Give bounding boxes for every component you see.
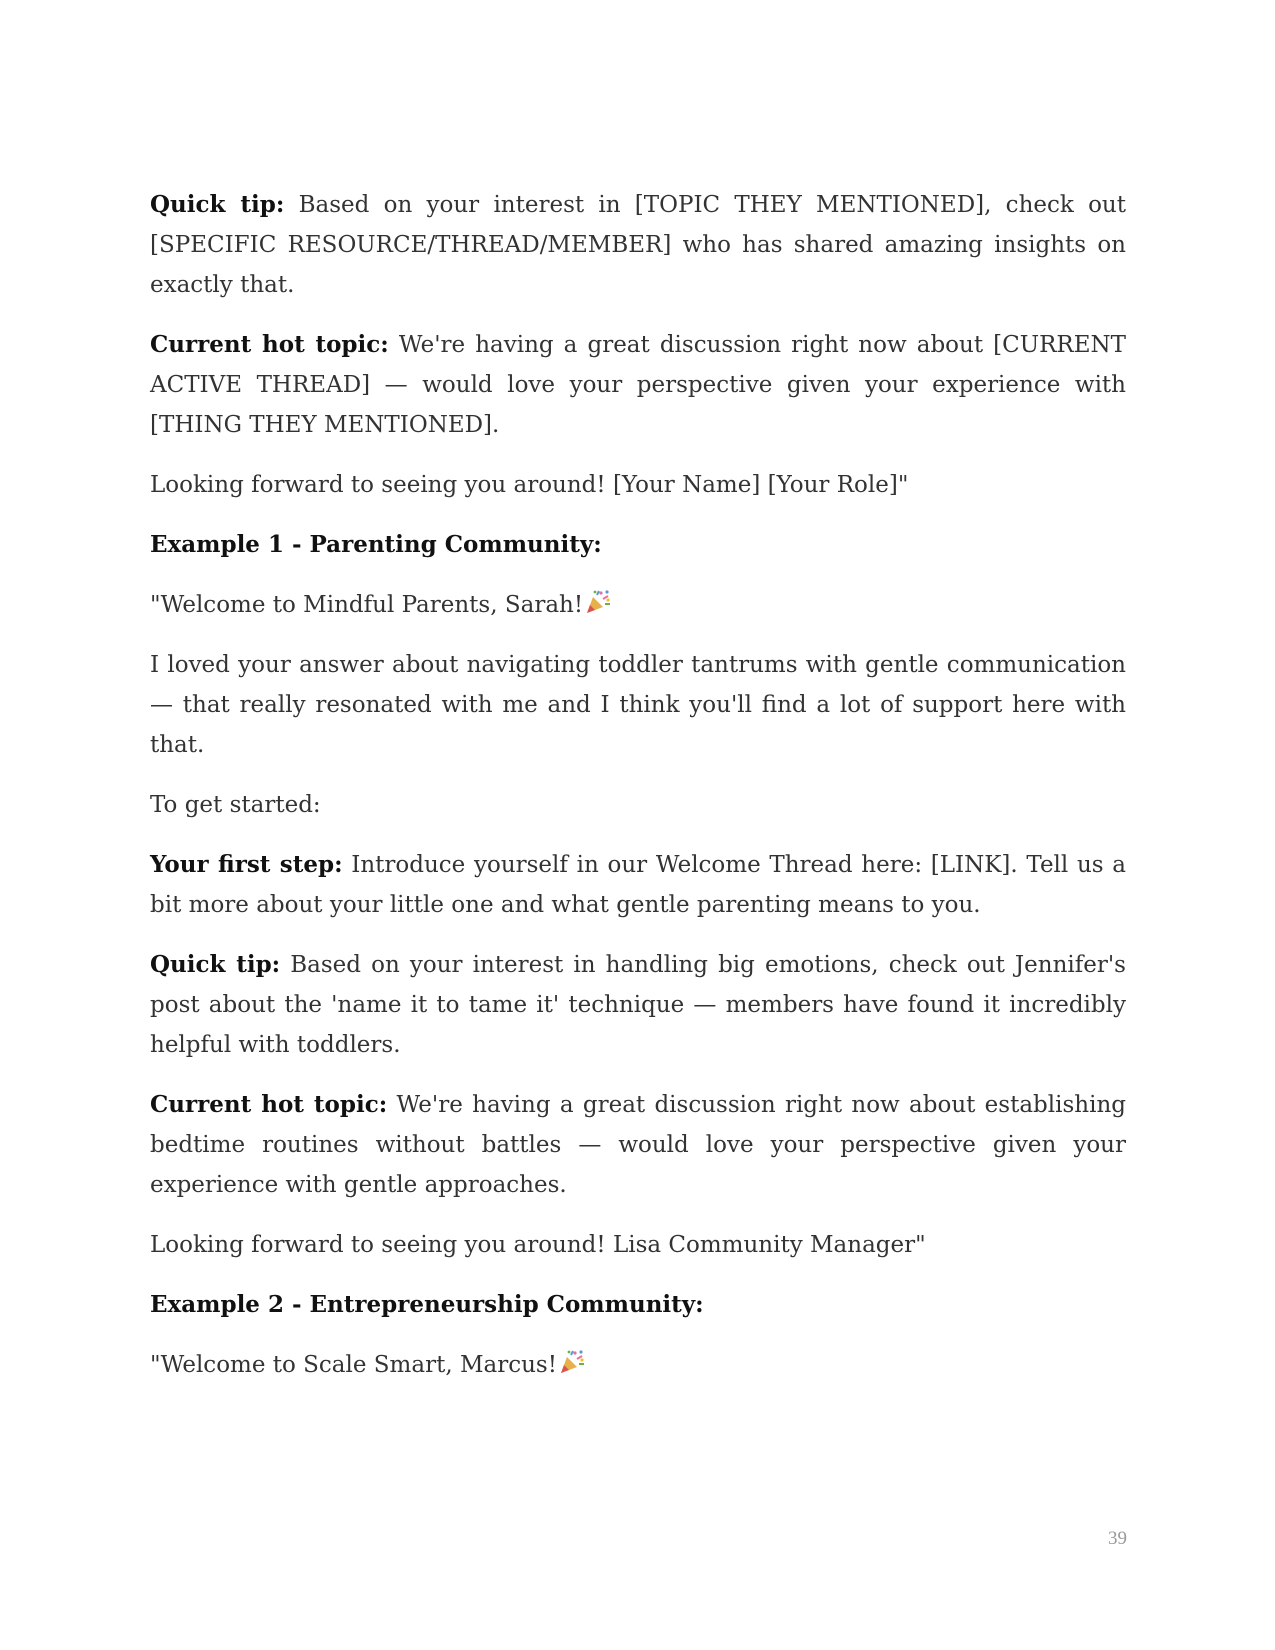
paragraph-text: We're having a great discussion right now about establishing bedtime routines without battles — would love your perspective given your experience with gentle approaches. [150,1092,1126,1198]
example-1-heading: Example 1 - Parenting Community: [150,531,602,558]
paragraph-text: "Welcome to Scale Smart, Marcus! [150,1352,557,1378]
paragraph-text: "Welcome to Mindful Parents, Sarah! [150,592,584,618]
hot-topic-template-paragraph [150,325,1126,445]
get-started-paragraph [150,785,1126,825]
quick-tip-example-paragraph [150,945,1126,1065]
paragraph-text: Based on your interest in [TOPIC THEY MENTIONED], check out [SPECIFIC RESOURCE/THREAD/MEMBER] who has shared amazing insights on exactly that. [150,192,1126,298]
paragraph-lead: Quick tip: [150,951,281,978]
paragraph-text: To get started: [150,792,321,818]
paragraph-lead: Quick tip: [150,191,285,218]
paragraph-text: Introduce yourself in our Welcome Thread here: [LINK]. Tell us a bit more about your little one and what gentle parenting means to you. [150,852,1126,918]
signoff-example-paragraph [150,1225,1126,1265]
document-body [150,185,1126,1405]
page-number: 39 [1108,1528,1127,1549]
signoff-template-paragraph [150,465,1126,505]
party-popper-icon [585,589,611,615]
example-2-heading: Example 2 - Entrepreneurship Community: [150,1291,704,1318]
paragraph-lead: Current hot topic: [150,1091,388,1118]
first-step-paragraph [150,845,1126,925]
paragraph-text: Based on your interest in handling big emotions, check out Jennifer's post about the 'name it to tame it' technique — members have found it incredibly helpful with toddlers. [150,952,1126,1058]
hot-topic-example-paragraph [150,1085,1126,1205]
welcome-marcus-paragraph [150,1345,1126,1385]
paragraph-lead: Your first step: [150,851,343,878]
quick-tip-template-paragraph [150,185,1126,305]
paragraph-text: I loved your answer about navigating toddler tantrums with gentle communication — that really resonated with me and I think you'll find a lot of support here with that. [150,652,1126,758]
paragraph-text: Looking forward to seeing you around! Lisa Community Manager" [150,1232,926,1258]
paragraph-text: Looking forward to seeing you around! [Your Name] [Your Role]" [150,472,909,498]
welcome-sarah-paragraph [150,585,1126,625]
paragraph-lead: Current hot topic: [150,331,389,358]
paragraph-text: We're having a great discussion right now about [CURRENT ACTIVE THREAD] — would love your perspective given your experience with [THING THEY MENTIONED]. [150,332,1126,438]
party-popper-icon [559,1349,585,1375]
toddler-tantrums-paragraph [150,645,1126,765]
